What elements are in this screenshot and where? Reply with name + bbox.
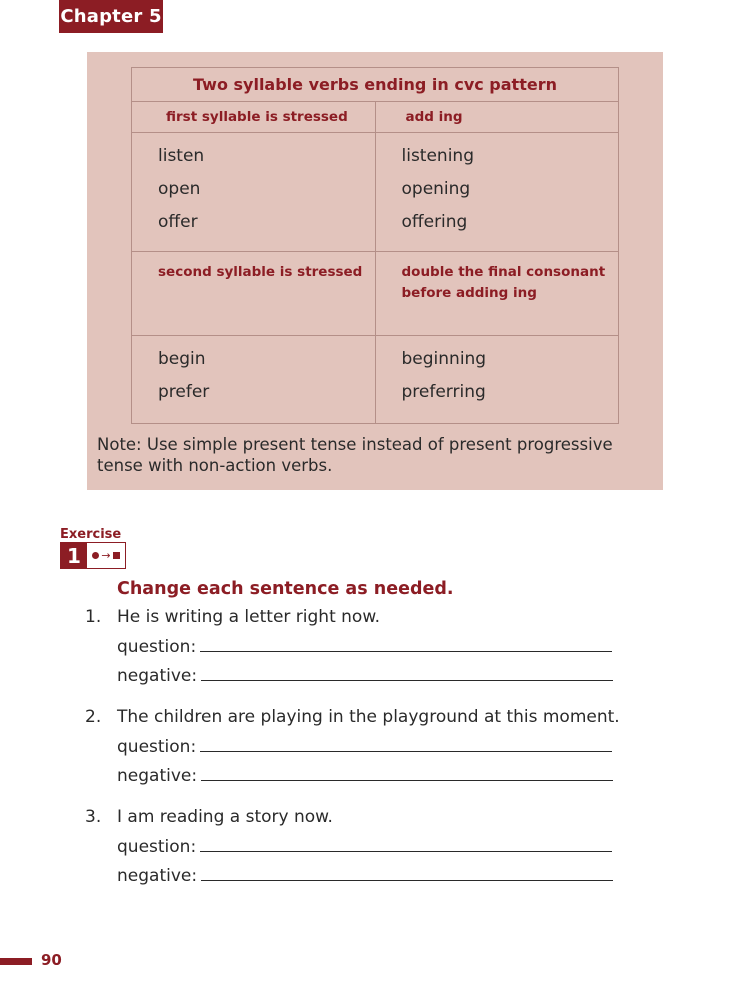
transform-icon: → [87, 543, 125, 568]
negative-blank[interactable] [201, 666, 613, 681]
group1-right-heading: add ing [375, 102, 619, 133]
table-title: Two syllable verbs ending in cvc pattern [132, 68, 619, 102]
negative-line [117, 666, 613, 686]
verb-table [131, 67, 619, 424]
ing-verb: beginning [401, 349, 487, 369]
question-blank[interactable] [200, 737, 612, 752]
footer-bar [0, 958, 32, 965]
question-label: question: [117, 837, 197, 857]
item-number: 1. [85, 607, 102, 627]
question-line [117, 637, 612, 657]
base-verb: prefer [158, 382, 210, 402]
group1-left-heading: first syllable is stressed [132, 102, 376, 133]
base-verb: listen [158, 146, 205, 166]
item-sentence: I am reading a story now. [117, 807, 333, 827]
negative-line [117, 766, 613, 786]
base-verb: open [158, 179, 201, 199]
grammar-note-panel [87, 52, 663, 490]
group2-base-verbs [132, 336, 376, 424]
ing-verb: opening [401, 179, 471, 199]
negative-label: negative: [117, 866, 198, 886]
question-line [117, 837, 612, 857]
question-blank[interactable] [200, 637, 612, 652]
negative-line [117, 866, 613, 886]
base-verb: offer [158, 212, 198, 232]
exercise-instruction: Change each sentence as needed. [117, 579, 454, 599]
page-number: 90 [41, 951, 62, 969]
question-blank[interactable] [200, 837, 612, 852]
group1-ing-verbs [375, 133, 619, 252]
exercise-number: 1 [61, 543, 87, 568]
group2-right-heading: double the final consonant before adding ing [375, 252, 619, 336]
group2-ing-verbs [375, 336, 619, 424]
negative-blank[interactable] [201, 766, 613, 781]
ing-verb: listening [401, 146, 474, 166]
item-sentence: The children are playing in the playground at this moment. [117, 707, 620, 727]
group1-base-verbs [132, 133, 376, 252]
ing-verb: preferring [401, 382, 486, 402]
question-line [117, 737, 612, 757]
item-number: 3. [85, 807, 102, 827]
negative-label: negative: [117, 766, 198, 786]
base-verb: begin [158, 349, 206, 369]
exercise-badge [60, 542, 126, 569]
group2-left-heading: second syllable is stressed [132, 252, 376, 336]
note-text: Note: Use simple present tense instead of present progressive tense with non-action verbs. [97, 435, 613, 475]
question-label: question: [117, 637, 197, 657]
exercise-label: Exercise [60, 527, 122, 542]
item-number: 2. [85, 707, 102, 727]
ing-verb: offering [401, 212, 468, 232]
item-sentence: He is writing a letter right now. [117, 607, 381, 627]
chapter-tab: Chapter 5 [59, 0, 163, 33]
negative-blank[interactable] [201, 866, 613, 881]
question-label: question: [117, 737, 197, 757]
negative-label: negative: [117, 666, 198, 686]
